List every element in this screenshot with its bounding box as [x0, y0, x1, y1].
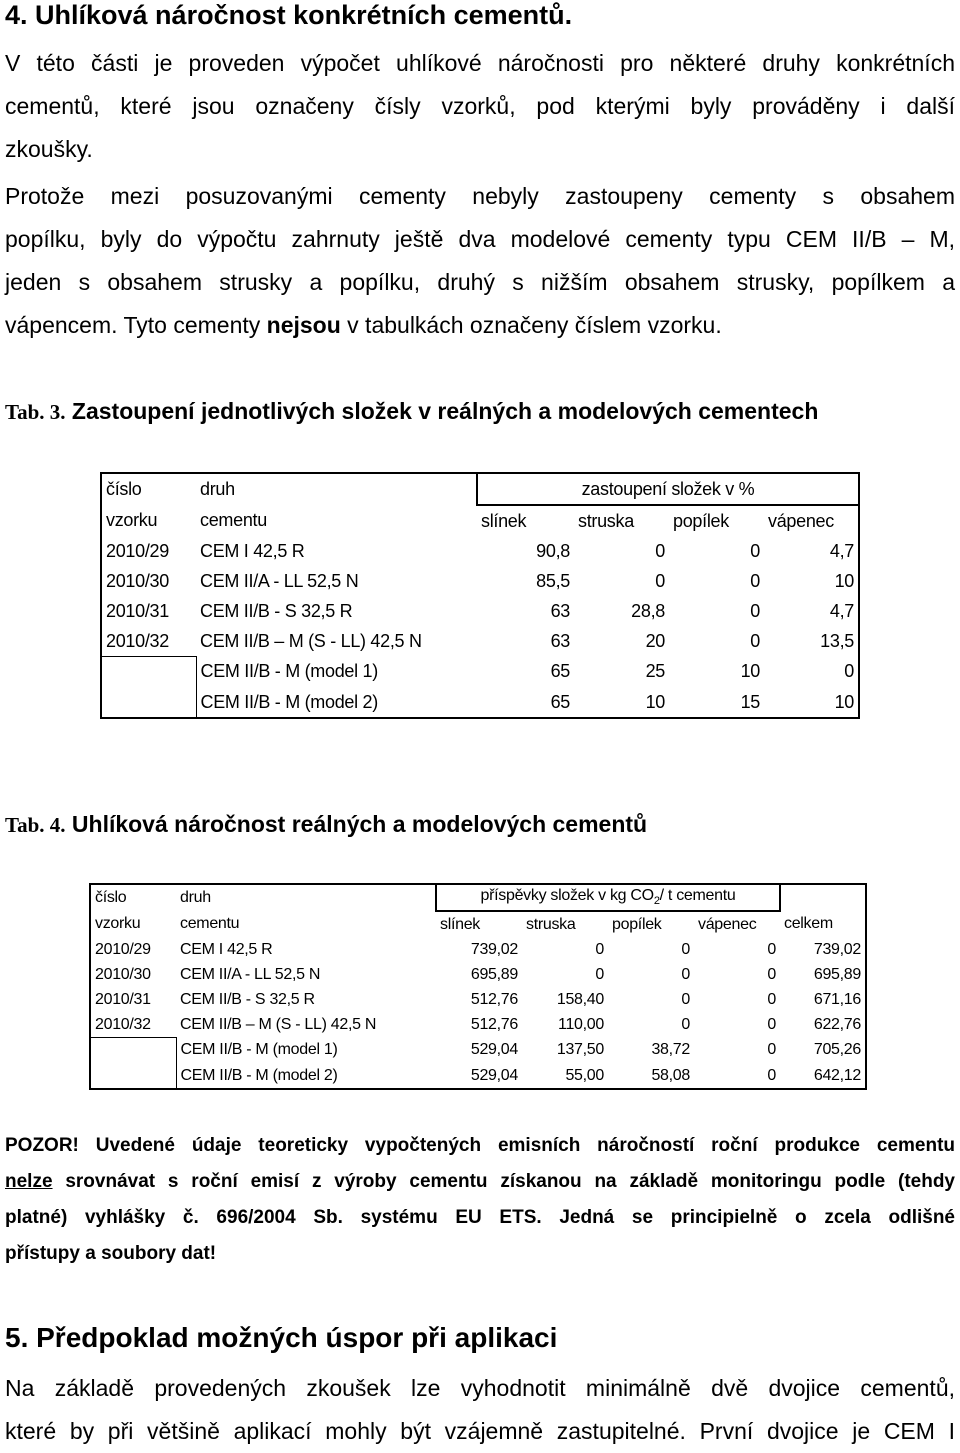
table-cell: 10 [740, 661, 760, 682]
table-cell: 0 [750, 570, 760, 591]
table-header-row [101, 473, 859, 505]
table-cell: 2010/32 [95, 1015, 151, 1033]
table-cell: 110,00 [558, 1015, 604, 1033]
table-cell: CEM II/B - M (model 2) [200, 691, 378, 712]
header-cell: cementu [180, 915, 240, 932]
table-cell: 2010/31 [106, 600, 169, 621]
section-5-heading: 5. Předpoklad možných úspor při aplikaci [5, 1322, 558, 1353]
table-cell [101, 687, 196, 718]
table-cell: 0 [750, 600, 760, 621]
text-line: platné) vyhlášky č. 696/2004 Sb. systému EU ETS. Jedná se principielně o zcela odlišné [5, 1207, 955, 1228]
header-group-cell [436, 884, 780, 911]
table-cell: 0 [767, 990, 776, 1008]
table-cell: 38,72 [651, 1041, 690, 1059]
table-cell: 0 [681, 940, 690, 958]
table-cell: 0 [767, 940, 776, 958]
table-cell: 28,8 [631, 600, 665, 621]
table-row [90, 937, 866, 962]
table-cell: 0 [750, 540, 760, 561]
table-cell: 25 [645, 661, 665, 682]
table-cell: 0 [767, 1066, 776, 1084]
header-cell: struska [578, 510, 634, 531]
table-cell [90, 1038, 176, 1064]
table-row [101, 687, 859, 718]
text-line: Na základě provedených zkoušek lze vyhodnotit minimálně dvě dvojice cementů, [5, 1375, 955, 1401]
table-cell: 4,7 [829, 600, 854, 621]
text-line: Protože mezi posuzovanými cementy nebyly zastoupeny cementy s obsahem [5, 183, 955, 209]
table-cell: 0 [681, 1015, 690, 1033]
table-cell: CEM II/B - M (model 2) [180, 1066, 338, 1084]
table-cell: 2010/30 [106, 570, 169, 591]
table-cell: CEM II/B – M (S - LL) 42,5 N [180, 1015, 377, 1033]
header-cell: druh [176, 884, 436, 911]
table-header-row [101, 505, 859, 536]
table-cell: CEM II/B – M (S - LL) 42,5 N [200, 630, 422, 651]
table-cell: CEM II/B - M (model 1) [180, 1041, 338, 1059]
table-cell: 0 [681, 990, 690, 1008]
table-cell: 55,00 [565, 1066, 604, 1084]
table-cell: 0 [655, 540, 665, 561]
header-cell: vzorku [106, 510, 158, 530]
table-cell: CEM II/A - LL 52,5 N [180, 965, 321, 983]
table-cell: 695,89 [470, 965, 518, 983]
header-group-text: příspěvky složek v kg CO [480, 887, 654, 905]
table-cell: 15 [740, 691, 760, 712]
table-cell: 2010/31 [95, 990, 151, 1008]
table-row [90, 1038, 866, 1064]
header-cell: slínek [481, 510, 527, 531]
text-line: POZOR! Uvedené údaje teoreticky vypočtených emisních náročností roční produkce cementu [5, 1135, 955, 1156]
table-cell: 705,26 [813, 1041, 861, 1059]
table-cell: 0 [767, 965, 776, 983]
table-cell: 739,02 [813, 940, 861, 958]
header-group-text: / t cementu [659, 887, 736, 905]
table-cell: 0 [655, 570, 665, 591]
table-4-caption [5, 811, 647, 838]
table-cell: 642,12 [813, 1066, 861, 1084]
header-cell: vápenec [768, 510, 834, 531]
table-cell: 0 [595, 940, 604, 958]
section-4-heading: 4. Uhlíková náročnost konkrétních cementů. [5, 0, 573, 30]
underlined-nelze: nelze [5, 1171, 53, 1192]
header-cell: vzorku [95, 915, 141, 932]
table-cell: 739,02 [470, 940, 518, 958]
table-4 [89, 883, 867, 1090]
table-cell [101, 657, 196, 688]
table-cell: 13,5 [820, 630, 854, 651]
header-cell: struska [526, 915, 576, 933]
header-cell: cementu [200, 510, 267, 530]
table-row [101, 626, 859, 657]
text-segment: vápencem. Tyto cementy [5, 312, 267, 338]
table-cell: 63 [550, 600, 570, 621]
table-cell: 4,7 [829, 540, 854, 561]
table-cell: CEM II/B - S 32,5 R [180, 990, 315, 1008]
table-cell: 2010/29 [95, 940, 151, 958]
table-cell: 0 [767, 1041, 776, 1059]
table-cell: CEM I 42,5 R [200, 540, 305, 561]
header-cell: popílek [612, 915, 662, 933]
table-cell: 0 [681, 965, 690, 983]
table-cell: 85,5 [536, 570, 570, 591]
table-cell: 0 [595, 965, 604, 983]
table-row [101, 566, 859, 596]
section-5-paragraph [5, 1367, 955, 1453]
table-row [90, 962, 866, 987]
header-cell: celkem [784, 915, 833, 932]
table-cell: 158,40 [556, 990, 604, 1008]
text-line: V této části je proveden výpočet uhlíkové náročnosti pro některé druhy konkrétních [5, 50, 955, 76]
table-cell: 0 [844, 661, 854, 682]
table-cell: CEM I 42,5 R [180, 940, 273, 958]
table-cell: 512,76 [470, 990, 518, 1008]
header-group-cell: zastoupení složek v % [477, 473, 859, 505]
table-row [101, 536, 859, 566]
table-4-label: Tab. 4. [5, 813, 66, 837]
text-line [5, 304, 955, 347]
table-cell: CEM II/B - M (model 1) [200, 661, 378, 682]
table-cell: 671,16 [813, 990, 861, 1008]
table-cell: 2010/32 [106, 630, 169, 651]
table-cell: 20 [645, 630, 665, 651]
text-line: zkoušky. [5, 136, 93, 162]
table-cell: 10 [834, 691, 854, 712]
table-row [101, 596, 859, 626]
header-cell [780, 884, 866, 911]
header-cell: popílek [673, 510, 729, 531]
table-cell: 0 [767, 1015, 776, 1033]
text-line: popílku, byly do výpočtu zahrnuty ještě dva modelové cementy typu CEM II/B – M, [5, 226, 955, 252]
emphasis-nejsou: nejsou [266, 312, 341, 338]
table-3 [100, 472, 860, 719]
text-line: jeden s obsahem strusky a popílku, druhý s nižším obsahem strusky, popílkem a [5, 269, 955, 295]
table-cell: 2010/29 [106, 540, 169, 561]
table-3-label: Tab. 3. [5, 400, 66, 424]
header-cell: druh [196, 473, 477, 505]
header-cell: číslo [95, 889, 127, 906]
table-cell: 512,76 [470, 1015, 518, 1033]
table-header-row [90, 884, 866, 911]
table-3-caption [5, 398, 818, 425]
table-cell: 10 [645, 691, 665, 712]
subscript-2: 2 [653, 895, 660, 908]
table-cell: 63 [550, 630, 570, 651]
table-cell [90, 1063, 176, 1089]
table-cell: 622,76 [813, 1015, 861, 1033]
text-line: které by při většině aplikací mohly být vzájemně zastupitelné. První dvojice je CEM I [5, 1418, 955, 1444]
table-cell: 58,08 [651, 1066, 690, 1084]
table-header-row [90, 911, 866, 937]
table-cell: 2010/30 [95, 965, 151, 983]
table-3-title: Zastoupení jednotlivých složek v reálných a modelových cementech [71, 398, 819, 424]
models-paragraph [5, 175, 955, 347]
table-cell: 529,04 [470, 1041, 518, 1059]
table-cell: 10 [834, 570, 854, 591]
table-cell: 137,50 [556, 1041, 604, 1059]
table-row [90, 1063, 866, 1089]
text-segment: v tabulkách označeny číslem vzorku. [340, 312, 722, 338]
header-cell: číslo [106, 479, 142, 499]
text-line [5, 1164, 955, 1200]
table-cell: 90,8 [536, 540, 570, 561]
table-4-title: Uhlíková náročnost reálných a modelových cementů [71, 811, 648, 837]
header-cell: vápenec [698, 915, 757, 933]
table-cell: 65 [550, 661, 570, 682]
table-cell: 529,04 [470, 1066, 518, 1084]
table-cell: 0 [750, 630, 760, 651]
table-row [90, 987, 866, 1012]
table-cell: 65 [550, 691, 570, 712]
text-line: přístupy a soubory dat! [5, 1243, 217, 1264]
table-cell: CEM II/B - S 32,5 R [200, 600, 353, 621]
header-cell: slínek [440, 915, 480, 933]
table-row [101, 657, 859, 688]
intro-paragraph [5, 42, 955, 171]
text-line: cementů, které jsou označeny čísly vzorků, pod kterými byly prováděny i další [5, 93, 955, 119]
table-cell: CEM II/A - LL 52,5 N [200, 570, 359, 591]
text-segment: srovnávat s roční emisí z výroby cementu získanou na základě monitoringu podle (tehdy [52, 1171, 955, 1192]
table-cell: 695,89 [813, 965, 861, 983]
warning-paragraph [5, 1128, 955, 1272]
table-row [90, 1012, 866, 1038]
